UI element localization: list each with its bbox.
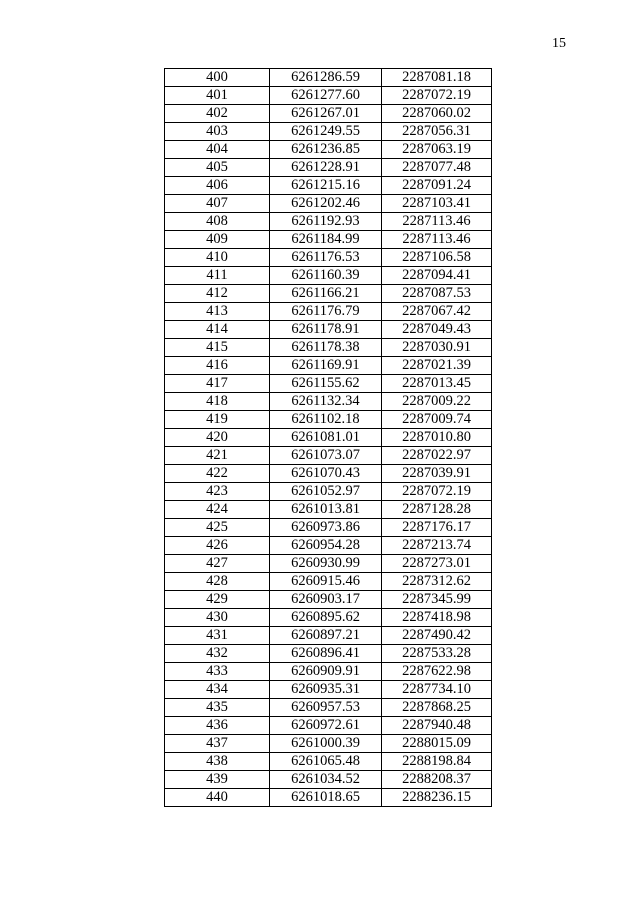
y-coordinate-cell: 2287060.02 [382,105,492,123]
point-number-cell: 420 [165,429,270,447]
y-coordinate-cell: 2287049.43 [382,321,492,339]
x-coordinate-cell: 6261155.62 [270,375,382,393]
table-row [165,87,492,105]
x-coordinate-cell: 6261081.01 [270,429,382,447]
y-coordinate-cell: 2287009.74 [382,411,492,429]
table-row [165,411,492,429]
x-coordinate-cell: 6261132.34 [270,393,382,411]
point-number-cell: 416 [165,357,270,375]
point-number-cell: 409 [165,231,270,249]
point-number-cell: 412 [165,285,270,303]
y-coordinate-cell: 2287077.48 [382,159,492,177]
y-coordinate-cell: 2287072.19 [382,483,492,501]
y-coordinate-cell: 2287345.99 [382,591,492,609]
table-row [165,591,492,609]
x-coordinate-cell: 6260957.53 [270,699,382,717]
table-row [165,735,492,753]
y-coordinate-cell: 2287021.39 [382,357,492,375]
x-coordinate-cell: 6261070.43 [270,465,382,483]
table-row [165,141,492,159]
table-row [165,321,492,339]
y-coordinate-cell: 2287533.28 [382,645,492,663]
point-number-cell: 423 [165,483,270,501]
x-coordinate-cell: 6261202.46 [270,195,382,213]
table-row [165,789,492,807]
point-number-cell: 407 [165,195,270,213]
x-coordinate-cell: 6261102.18 [270,411,382,429]
y-coordinate-cell: 2287091.24 [382,177,492,195]
table-row [165,771,492,789]
point-number-cell: 421 [165,447,270,465]
y-coordinate-cell: 2287734.10 [382,681,492,699]
point-number-cell: 403 [165,123,270,141]
table-row [165,339,492,357]
table-row [165,555,492,573]
y-coordinate-cell: 2287022.97 [382,447,492,465]
x-coordinate-cell: 6261166.21 [270,285,382,303]
table-row [165,267,492,285]
y-coordinate-cell: 2287013.45 [382,375,492,393]
x-coordinate-cell: 6261176.53 [270,249,382,267]
point-number-cell: 404 [165,141,270,159]
table-row [165,375,492,393]
point-number-cell: 415 [165,339,270,357]
point-number-cell: 431 [165,627,270,645]
point-number-cell: 432 [165,645,270,663]
table-row [165,105,492,123]
point-number-cell: 418 [165,393,270,411]
table-row [165,663,492,681]
x-coordinate-cell: 6261052.97 [270,483,382,501]
table-row [165,213,492,231]
x-coordinate-cell: 6261073.07 [270,447,382,465]
table-row [165,357,492,375]
x-coordinate-cell: 6260930.99 [270,555,382,573]
table-row [165,501,492,519]
y-coordinate-cell: 2287622.98 [382,663,492,681]
x-coordinate-cell: 6261176.79 [270,303,382,321]
table-row [165,447,492,465]
x-coordinate-cell: 6261236.85 [270,141,382,159]
page-number: 15 [552,36,566,51]
table-row [165,195,492,213]
y-coordinate-cell: 2287213.74 [382,537,492,555]
table-row [165,483,492,501]
x-coordinate-cell: 6261277.60 [270,87,382,105]
table-row [165,249,492,267]
x-coordinate-cell: 6260897.21 [270,627,382,645]
x-coordinate-cell: 6261267.01 [270,105,382,123]
coordinates-table [164,68,492,807]
table-row [165,627,492,645]
y-coordinate-cell: 2287113.46 [382,231,492,249]
point-number-cell: 406 [165,177,270,195]
x-coordinate-cell: 6261286.59 [270,69,382,87]
point-number-cell: 410 [165,249,270,267]
table-row [165,285,492,303]
y-coordinate-cell: 2287868.25 [382,699,492,717]
point-number-cell: 429 [165,591,270,609]
x-coordinate-cell: 6260973.86 [270,519,382,537]
y-coordinate-cell: 2287106.58 [382,249,492,267]
table-row [165,231,492,249]
table-row [165,681,492,699]
x-coordinate-cell: 6261178.91 [270,321,382,339]
point-number-cell: 430 [165,609,270,627]
point-number-cell: 422 [165,465,270,483]
x-coordinate-cell: 6261184.99 [270,231,382,249]
point-number-cell: 424 [165,501,270,519]
x-coordinate-cell: 6260896.41 [270,645,382,663]
y-coordinate-cell: 2288236.15 [382,789,492,807]
point-number-cell: 435 [165,699,270,717]
table-row [165,429,492,447]
point-number-cell: 411 [165,267,270,285]
point-number-cell: 439 [165,771,270,789]
y-coordinate-cell: 2288208.37 [382,771,492,789]
y-coordinate-cell: 2287273.01 [382,555,492,573]
point-number-cell: 402 [165,105,270,123]
table-row [165,717,492,735]
x-coordinate-cell: 6260972.61 [270,717,382,735]
table-row [165,69,492,87]
point-number-cell: 414 [165,321,270,339]
x-coordinate-cell: 6260909.91 [270,663,382,681]
x-coordinate-cell: 6260903.17 [270,591,382,609]
y-coordinate-cell: 2287176.17 [382,519,492,537]
table-row [165,573,492,591]
y-coordinate-cell: 2287128.28 [382,501,492,519]
y-coordinate-cell: 2287056.31 [382,123,492,141]
y-coordinate-cell: 2287063.19 [382,141,492,159]
point-number-cell: 433 [165,663,270,681]
point-number-cell: 405 [165,159,270,177]
coordinates-table-body [165,69,492,807]
x-coordinate-cell: 6260954.28 [270,537,382,555]
table-row [165,537,492,555]
y-coordinate-cell: 2288015.09 [382,735,492,753]
x-coordinate-cell: 6261178.38 [270,339,382,357]
y-coordinate-cell: 2287010.80 [382,429,492,447]
table-row [165,465,492,483]
y-coordinate-cell: 2287113.46 [382,213,492,231]
point-number-cell: 417 [165,375,270,393]
table-row [165,159,492,177]
x-coordinate-cell: 6260935.31 [270,681,382,699]
table-row [165,609,492,627]
point-number-cell: 434 [165,681,270,699]
table-row [165,753,492,771]
x-coordinate-cell: 6261215.16 [270,177,382,195]
table-row [165,303,492,321]
x-coordinate-cell: 6261160.39 [270,267,382,285]
x-coordinate-cell: 6261249.55 [270,123,382,141]
x-coordinate-cell: 6261034.52 [270,771,382,789]
y-coordinate-cell: 2287418.98 [382,609,492,627]
table-row [165,645,492,663]
table-row [165,123,492,141]
y-coordinate-cell: 2287009.22 [382,393,492,411]
y-coordinate-cell: 2287067.42 [382,303,492,321]
x-coordinate-cell: 6261013.81 [270,501,382,519]
point-number-cell: 400 [165,69,270,87]
x-coordinate-cell: 6261228.91 [270,159,382,177]
point-number-cell: 438 [165,753,270,771]
y-coordinate-cell: 2288198.84 [382,753,492,771]
x-coordinate-cell: 6261000.39 [270,735,382,753]
x-coordinate-cell: 6260915.46 [270,573,382,591]
point-number-cell: 408 [165,213,270,231]
y-coordinate-cell: 2287094.41 [382,267,492,285]
y-coordinate-cell: 2287030.91 [382,339,492,357]
y-coordinate-cell: 2287312.62 [382,573,492,591]
y-coordinate-cell: 2287081.18 [382,69,492,87]
point-number-cell: 437 [165,735,270,753]
x-coordinate-cell: 6261192.93 [270,213,382,231]
y-coordinate-cell: 2287039.91 [382,465,492,483]
x-coordinate-cell: 6261169.91 [270,357,382,375]
point-number-cell: 436 [165,717,270,735]
x-coordinate-cell: 6260895.62 [270,609,382,627]
y-coordinate-cell: 2287490.42 [382,627,492,645]
y-coordinate-cell: 2287940.48 [382,717,492,735]
table-row [165,519,492,537]
point-number-cell: 425 [165,519,270,537]
y-coordinate-cell: 2287103.41 [382,195,492,213]
x-coordinate-cell: 6261018.65 [270,789,382,807]
point-number-cell: 440 [165,789,270,807]
point-number-cell: 426 [165,537,270,555]
y-coordinate-cell: 2287072.19 [382,87,492,105]
table-row [165,393,492,411]
point-number-cell: 413 [165,303,270,321]
point-number-cell: 401 [165,87,270,105]
table-row [165,177,492,195]
point-number-cell: 419 [165,411,270,429]
table-row [165,699,492,717]
y-coordinate-cell: 2287087.53 [382,285,492,303]
point-number-cell: 428 [165,573,270,591]
x-coordinate-cell: 6261065.48 [270,753,382,771]
point-number-cell: 427 [165,555,270,573]
